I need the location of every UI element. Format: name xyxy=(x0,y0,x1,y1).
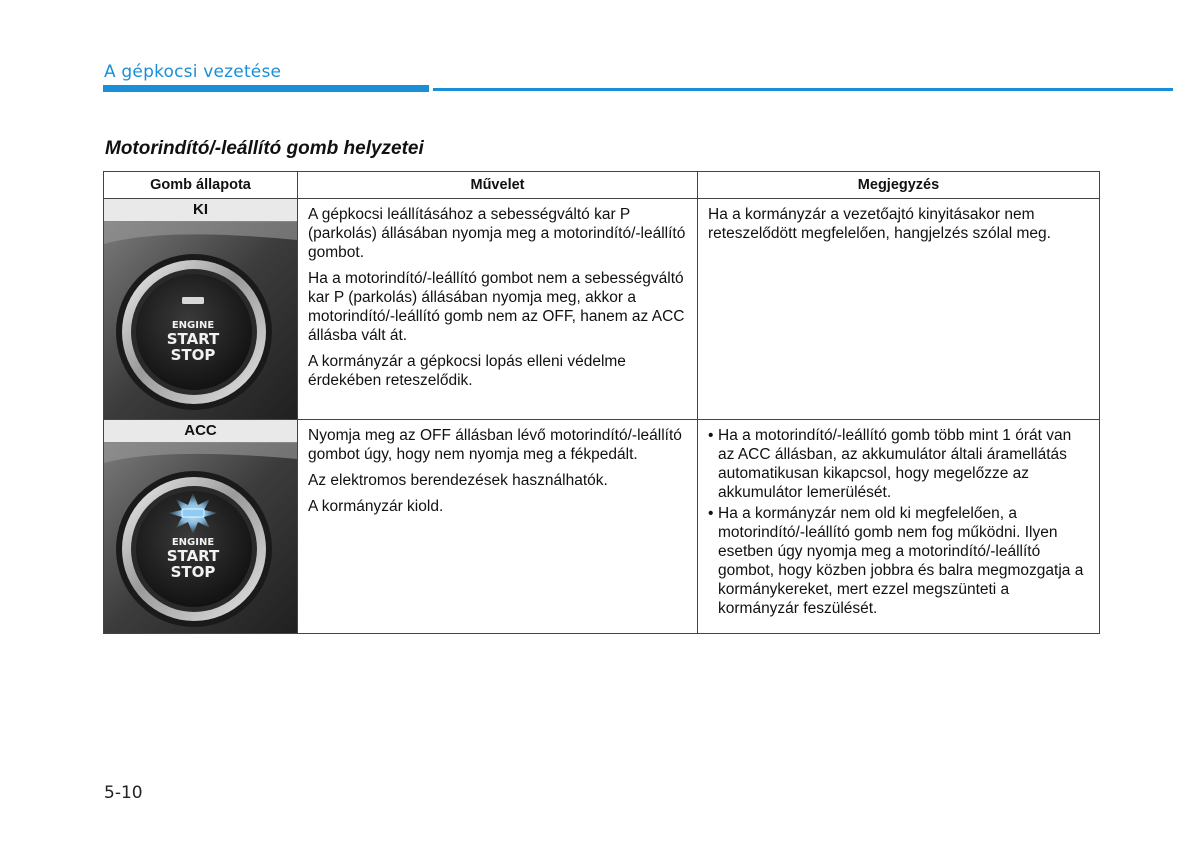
table-row-off xyxy=(104,199,1100,420)
action-paragraph: A kormányzár kiold. xyxy=(308,498,444,515)
column-header-state: Gomb állapota xyxy=(104,172,298,199)
note-paragraph: Ha a kormányzár a vezetőajtó kinyitásakor nem reteszelődött megfelelően, hangjelzés szólal meg. xyxy=(708,206,1051,242)
chapter-title: A gépkocsi vezetése xyxy=(104,62,282,82)
action-paragraph: A kormányzár a gépkocsi lopás elleni védelme érdekében reteszelődik. xyxy=(308,353,626,389)
button-text-engine: ENGINE xyxy=(171,537,215,548)
state-cell-acc xyxy=(104,420,298,634)
action-paragraph: Ha a motorindító/-leállító gombot nem a sebességváltó kar P (parkolás) állásában nyomja meg, akkor a motorindító/-leállító gomb nem az OFF, hanem az ACC állásba vált át. xyxy=(308,270,685,344)
column-header-note: Megjegyzés xyxy=(698,172,1100,199)
engine-start-stop-button-acc-image xyxy=(104,443,297,633)
state-cell-off xyxy=(104,199,298,420)
button-states-table xyxy=(103,171,1100,634)
indicator-led-on xyxy=(182,509,204,517)
engine-start-stop-button-off-image xyxy=(104,222,297,419)
list-item: • Ha a motorindító/-leállító gomb több mint 1 órát van az ACC állásban, az akkumulátor általi áramellátás automatikusan kikapcsol, hogy megelőzze az akkumulátor lemerülését. xyxy=(708,426,1089,502)
header-rule-thin xyxy=(433,88,1173,91)
state-label-acc: ACC xyxy=(104,420,297,443)
button-text-start: START xyxy=(166,547,220,565)
action-cell-off xyxy=(298,199,698,420)
action-paragraph: Nyomja meg az OFF állásban lévő motorindító/-leállító gombot úgy, hogy nem nyomja meg a fékpedált. xyxy=(308,427,682,463)
table-header-row xyxy=(104,172,1100,199)
table-row-acc xyxy=(104,420,1100,634)
list-item: • Ha a kormányzár nem old ki megfelelően, a motorindító/-leállító gomb nem fog működni. Ilyen esetben úgy nyomja meg a motorindító/-leállító gombot, hogy közben jobbra és balra megmozgatja a kormánykereket, mert ezzel megszünteti a kormányzár feszülését. xyxy=(708,504,1089,618)
column-header-action: Művelet xyxy=(298,172,698,199)
state-label-off: KI xyxy=(104,199,297,222)
button-text-stop: STOP xyxy=(170,346,216,364)
header-rule-thick xyxy=(103,85,429,92)
action-cell-acc xyxy=(298,420,698,634)
action-paragraph: A gépkocsi leállításához a sebességváltó kar P (parkolás) állásában nyomja meg a motorindító/-leállító gombot. xyxy=(308,206,686,261)
indicator-led-off xyxy=(182,297,204,304)
button-text-start: START xyxy=(166,330,220,348)
section-title: Motorindító/-leállító gomb helyzetei xyxy=(105,138,424,159)
button-text-engine: ENGINE xyxy=(171,320,215,331)
note-cell-off xyxy=(698,199,1100,420)
notes-list xyxy=(708,426,1089,618)
note-cell-acc xyxy=(698,420,1100,634)
page-number: 5-10 xyxy=(104,783,143,803)
button-text-stop: STOP xyxy=(170,563,216,581)
action-paragraph: Az elektromos berendezések használhatók. xyxy=(308,472,608,489)
